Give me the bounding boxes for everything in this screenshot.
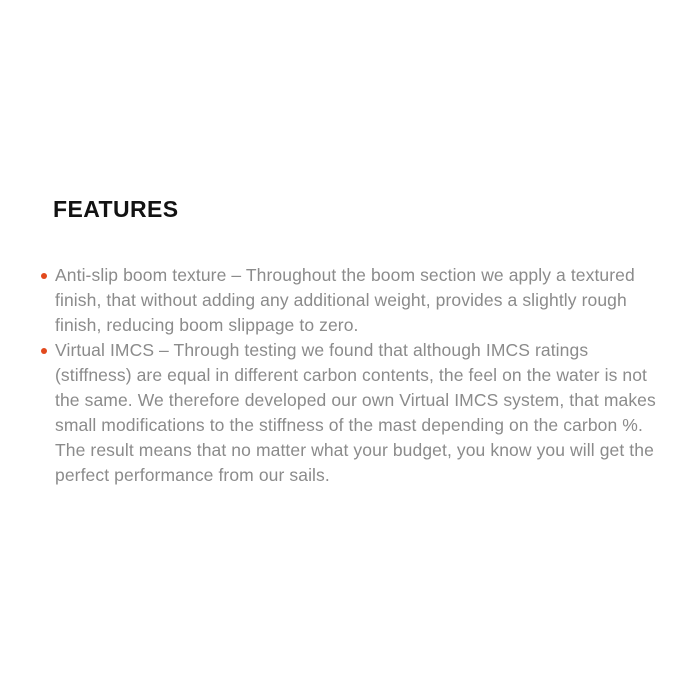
- feature-text: Virtual IMCS – Through testing we found that although IMCS ratings (stiffness) are equal in different carbon contents, the feel on the water is not the same. We therefore developed our own Virtual IMCS system, that makes small modifications to the stiffness of the mast depending on the carbon %. The result means that no matter what your budget, you know you will get the perfect performance from our sails.: [55, 340, 656, 485]
- feature-item: [55, 338, 661, 488]
- features-list: [55, 263, 661, 488]
- feature-item: [55, 263, 661, 338]
- bullet-icon: [41, 348, 47, 354]
- section-heading: FEATURES: [53, 196, 179, 222]
- bullet-icon: [41, 273, 47, 279]
- feature-text: Anti-slip boom texture – Throughout the boom section we apply a textured finish, that without adding any additional weight, provides a slightly rough finish, reducing boom slippage to zero.: [55, 265, 635, 335]
